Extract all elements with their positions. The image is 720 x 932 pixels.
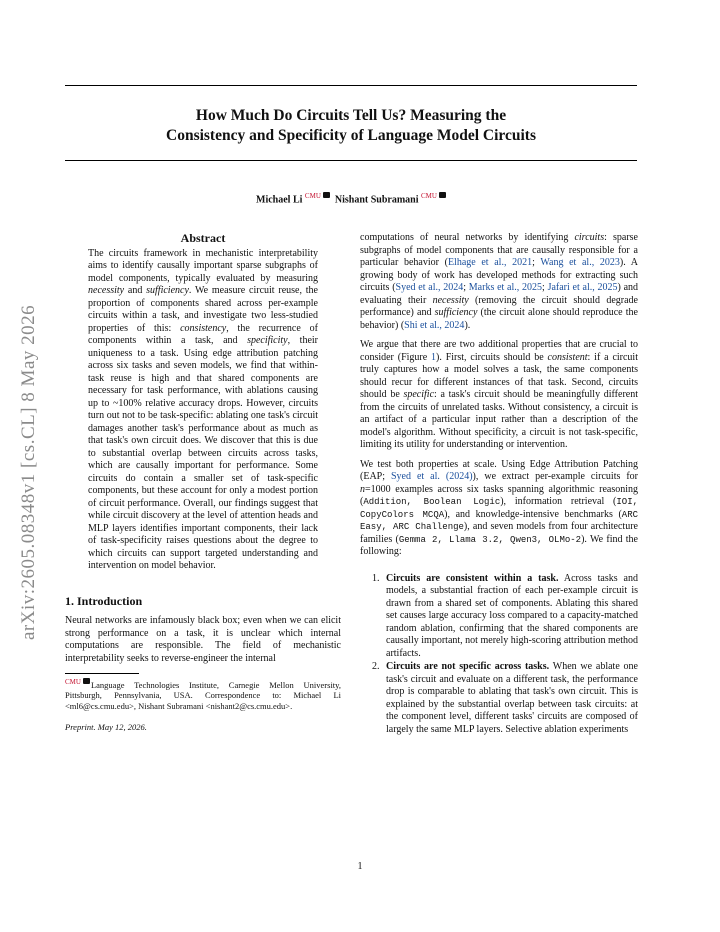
paper-title [65,106,637,146]
preprint-note: Preprint. May 12, 2026. [65,722,147,733]
right-column [360,232,638,736]
citation-link[interactable]: Jafari et al., 2025 [547,282,618,293]
citation-link[interactable]: Wang et al., 2023 [540,257,620,268]
arxiv-stamp: arXiv:2605.08348v1 [cs.CL] 8 May 2026 [18,304,39,640]
paragraph: We argue that there are two additional properties that are crucial to consider (Figure 1). First, circuits should be consistent: if a circuit truly captures how a model solves a task, the same components should recur for different instances of that task. Second, circuits should be specific: a task's circuit should be meaningfully different from the circuits of unrelated tasks. Without consistency, a circuit is an artifact of a particular input rather than a description of the model's algorithm. Without specificity, a circuit is not task-specific, limiting its utility for understanding or intervention. [360,339,638,450]
page-number: 1 [357,861,363,872]
footnote-rule [65,673,139,674]
intro-paragraph: Neural networks are infamously black box; even when we can elicit strong performance on a task, it is unclear which internal computations are responsible. The field of mechanistic interpretability seeks to reverse-engineer the internal [65,615,341,664]
citation-link[interactable]: Syed et al. (2024) [390,471,473,482]
author-name: Nishant Subramani [334,194,419,206]
author-name: Michael Li [256,194,303,206]
title-top-rule [65,85,637,86]
findings-list [360,573,638,737]
citation-link[interactable]: Shi et al., 2024 [404,319,465,331]
citation-link[interactable]: Marks et al., 2025 [468,282,543,293]
affiliation-mark: CMU [304,192,321,200]
list-item: 2. Circuits are not specific across tasks. When we ablate one task's circuit and evaluate on a different task, the performance drop is comparable to ablating that task's own circuit. This is explained by the substantial overlap between task circuits: at the component level, different tasks' circuits are composed of largely the same MLP layers. Selective ablation experiments [372,661,638,735]
abstract-body: The circuits framework in mechanistic interpretability aims to identify causally important sparse subgraphs of model components, typically evaluated by measuring necessity and sufficiency. We measure circuit reuse, the proportion of components shared across per-example circuits within a task, and investigate two less-studied properties of this: consistency, the recurrence of components within a task, and specificity, their uniqueness to a task. Using edge attribution patching across six tasks and seven models, we find that within-task reuse is high and that shared components are necessary for task performance, with ablations causing up to ~100% relative accuracy drops. However, circuits turn out not to be task-specific: ablating one task's circuit damages another task's performance about as much as that task's own circuit does. We discover that this is due to substantial overlap between circuits across tasks, which are causally important for performance. Some circuits do contain a smaller set of task-specific components, but these account for only a modest portion of circuit performance. Overall, our findings suggest that while circuit discovery at the level of attention heads and MLP layers identifies important components, their lack of task-specificity raises questions about the degree to which circuits can support targeted understanding and intervention on model behavior. [88,247,318,571]
abstract-heading: Abstract [180,231,226,245]
left-column [65,232,341,733]
title-line-1: How Much Do Circuits Tell Us? Measuring the [195,107,507,124]
title-bottom-rule [65,160,637,161]
list-item: 1. Circuits are consistent within a task. Across tasks and models, a substantial fraction of each per-example circuit is drawn from a shared set of components. Ablating this shared set causes large accuracy loss compared to a capacity-matched random ablation, confirming that the shared components are causally important, not merely high-scoring attribution method artifacts. [372,572,638,659]
intro-heading: 1. Introduction [65,593,143,608]
citation-link[interactable]: Elhage et al., 2021 [447,257,533,268]
github-icon [323,192,330,198]
citation-link[interactable]: Syed et al., 2024 [395,282,464,293]
figure-link[interactable]: 1 [431,351,437,363]
author-list [65,192,637,205]
github-icon [83,678,90,684]
title-line-2: Consistency and Specificity of Language Model Circuits [166,127,536,144]
footnote: $^{CMU}$ Language Technologies Institute, Carnegie Mellon University, Pittsburgh, Pennsylvania, USA. Correspondence to: Michael Li <ml6@cs.cmu.edu>, Nishant Subramani <nishant2@cs.cmu.edu>. [65,678,341,711]
affiliation-mark: CMU [421,192,437,200]
paragraph: We test both properties at scale. Using Edge Attribution Patching (EAP; Syed et al. (2024)), we extract per-example circuits for n=1000 examples across six tasks spanning algorithmic reasoning (Addition, Boolean Logic), information retrieval (IOI, CopyColors MCQA), and knowledge-intensive benchmarks (ARC Easy, ARC Challenge), and seven models from four architecture families (Gemma 2, Llama 3.2, Qwen3, OLMo-2). We find the following: [360,458,639,557]
paragraph: computations of neural networks by identifying circuits: sparse subgraphs of model components that are causally responsible for a particular behavior (Elhage et al., 2021; Wang et al., 2023). A growing body of work has developed methods for extracting such circuits (Syed et al., 2024; Marks et al., 2025; Jafari et al., 2025) and evaluating their necessity (removing the circuit should degrade performance) and sufficiency (the circuit alone should reproduce the behavior) (Shi et al., 2024). [360,232,639,331]
github-icon [439,192,446,198]
